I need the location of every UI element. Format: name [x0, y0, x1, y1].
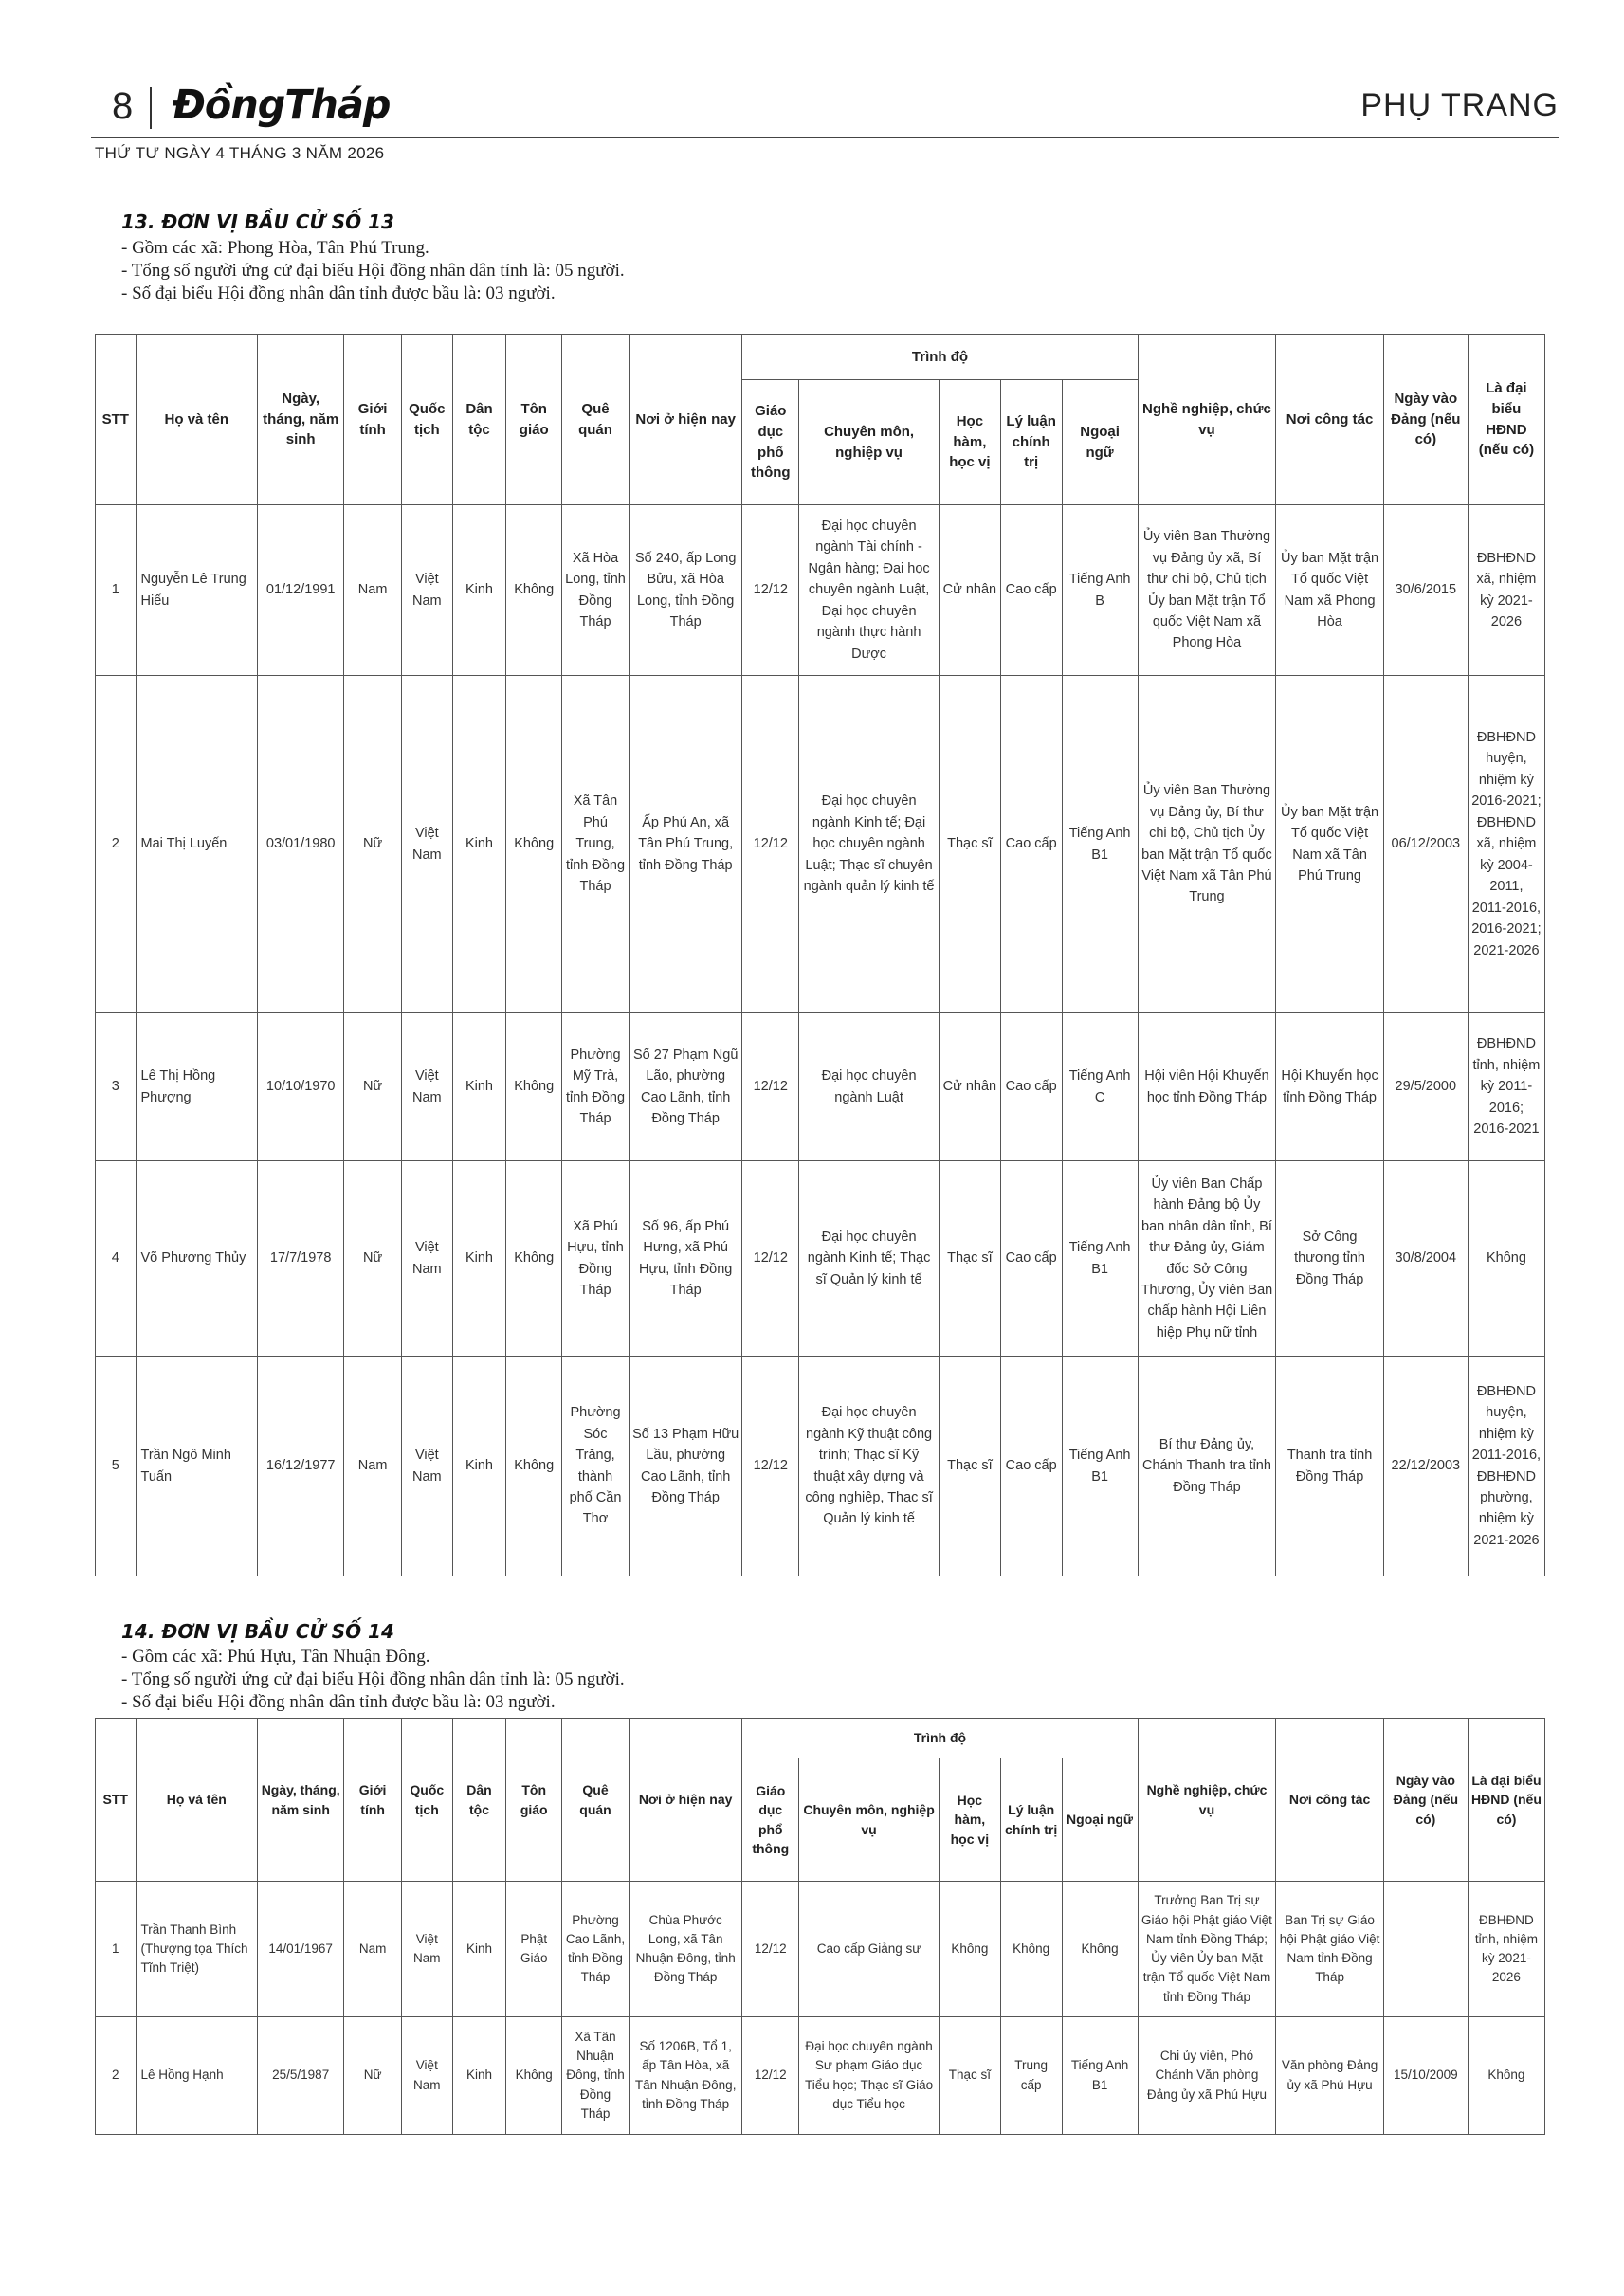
cell-workplace: Văn phòng Đảng ủy xã Phú Hựu: [1276, 2017, 1383, 2135]
cell-general-education: 12/12: [742, 676, 799, 1013]
cell-residence: Số 240, ấp Long Bửu, xã Hòa Long, tỉnh Đồng Tháp: [629, 505, 741, 676]
cell-residence: Số 1206B, Tổ 1, ấp Tân Hòa, xã Tân Nhuận Đông, tỉnh Đồng Tháp: [629, 2017, 741, 2135]
section-14-title: 14. ĐƠN VỊ BẦU CỬ SỐ 14: [121, 1620, 394, 1643]
cell-occupation: Ủy viên Ban Thường vụ Đảng ủy xã, Bí thư chi bộ, Chủ tịch Ủy ban Mặt trận Tổ quốc Việt Nam xã Phong Hòa: [1138, 505, 1276, 676]
section-13-title: 13. ĐƠN VỊ BẦU CỬ SỐ 13: [121, 210, 394, 233]
cell-gender: Nữ: [344, 1013, 402, 1161]
cell-academic: Cử nhân: [939, 505, 1000, 676]
cell-political: Trung cấp: [1000, 2017, 1062, 2135]
cell-name: Lê Thị Hồng Phượng: [136, 1013, 258, 1161]
table-row: [96, 1882, 1545, 2017]
cell-religion: Không: [506, 1013, 562, 1161]
col-nationality: Quốc tịch: [401, 1719, 452, 1882]
cell-political: Cao cấp: [1000, 505, 1062, 676]
cell-workplace: Ủy ban Mặt trận Tổ quốc Việt Nam xã Phong Hòa: [1276, 505, 1383, 676]
cell-general-education: 12/12: [742, 1013, 799, 1161]
cell-language: Tiếng Anh B: [1062, 505, 1138, 676]
cell-language: Tiếng Anh B1: [1062, 1357, 1138, 1576]
cell-general-education: 12/12: [742, 505, 799, 676]
cell-religion: Không: [506, 1357, 562, 1576]
cell-ethnicity: Kinh: [452, 1013, 506, 1161]
cell-delegate: Không: [1468, 2017, 1544, 2135]
cell-professional: Đại học chuyên ngành Kinh tế; Đại học chuyên ngành Luật; Thạc sĩ chuyên ngành quản lý kinh tế: [799, 676, 940, 1013]
cell-delegate: ĐBHĐND xã, nhiệm kỳ 2021-2026: [1468, 505, 1544, 676]
cell-residence: Ấp Phú An, xã Tân Phú Trung, tỉnh Đồng Tháp: [629, 676, 741, 1013]
cell-stt: 1: [96, 505, 137, 676]
cell-occupation: Bí thư Đảng ủy, Chánh Thanh tra tỉnh Đồng Tháp: [1138, 1357, 1276, 1576]
cell-hometown: Phường Sóc Trăng, thành phố Cần Thơ: [562, 1357, 630, 1576]
cell-ethnicity: Kinh: [452, 1882, 506, 2017]
col-professional: Chuyên môn, nghiệp vụ: [799, 380, 940, 505]
table-row: [96, 1357, 1545, 1576]
cell-stt: 5: [96, 1357, 137, 1576]
cell-hometown: Phường Mỹ Trà, tỉnh Đồng Tháp: [562, 1013, 630, 1161]
cell-residence: Số 96, ấp Phú Hưng, xã Phú Hựu, tỉnh Đồng Tháp: [629, 1161, 741, 1357]
cell-religion: Không: [506, 505, 562, 676]
header-rule: [91, 137, 1559, 138]
cell-academic: Thạc sĩ: [939, 2017, 1000, 2135]
col-gender: Giới tính: [344, 1719, 402, 1882]
cell-residence: Số 27 Phạm Ngũ Lão, phường Cao Lãnh, tỉnh Đồng Tháp: [629, 1013, 741, 1161]
cell-occupation: Hội viên Hội Khuyến học tỉnh Đồng Tháp: [1138, 1013, 1276, 1161]
cell-delegate: ĐBHĐND huyện, nhiệm kỳ 2011-2016, ĐBHĐND phường, nhiệm kỳ 2021-2026: [1468, 1357, 1544, 1576]
cell-nationality: Việt Nam: [401, 1882, 452, 2017]
cell-gender: Nam: [344, 505, 402, 676]
cell-occupation: Trưởng Ban Trị sự Giáo hội Phật giáo Việt Nam tỉnh Đồng Tháp; Ủy viên Ủy ban Mặt trận Tổ quốc Việt Nam tỉnh Đồng Tháp: [1138, 1882, 1276, 2017]
col-residence: Nơi ở hiện nay: [629, 1719, 741, 1882]
cell-general-education: 12/12: [742, 1357, 799, 1576]
cell-gender: Nữ: [344, 676, 402, 1013]
cell-professional: Đại học chuyên ngành Kỹ thuật công trình; Thạc sĩ Kỹ thuật xây dựng và công nghiệp, Thạc sĩ Quản lý kinh tế: [799, 1357, 940, 1576]
cell-dob: 10/10/1970: [258, 1013, 344, 1161]
col-stt: STT: [96, 335, 137, 505]
cell-stt: 1: [96, 1882, 137, 2017]
col-nationality: Quốc tịch: [401, 335, 452, 505]
cell-general-education: 12/12: [742, 2017, 799, 2135]
col-delegate: Là đại biểu HĐND (nếu có): [1468, 1719, 1544, 1882]
col-hometown: Quê quán: [562, 1719, 630, 1882]
candidate-table-13: [95, 334, 1545, 1576]
cell-delegate: ĐBHĐND tỉnh, nhiệm kỳ 2011-2016; 2016-2021: [1468, 1013, 1544, 1161]
col-party-date: Ngày vào Đảng (nếu có): [1383, 1719, 1468, 1882]
masthead: [91, 82, 1559, 133]
col-academic: Học hàm, học vị: [939, 380, 1000, 505]
cell-dob: 17/7/1978: [258, 1161, 344, 1357]
cell-party-date: [1383, 1882, 1468, 2017]
cell-language: Tiếng Anh B1: [1062, 2017, 1138, 2135]
col-gender: Giới tính: [344, 335, 402, 505]
col-occupation: Nghề nghiệp, chức vụ: [1138, 1719, 1276, 1882]
cell-nationality: Việt Nam: [401, 1357, 452, 1576]
cell-professional: Đại học chuyên ngành Kinh tế; Thạc sĩ Quản lý kinh tế: [799, 1161, 940, 1357]
cell-gender: Nữ: [344, 2017, 402, 2135]
section-14-line-3: - Số đại biểu Hội đồng nhân dân tỉnh được bầu là: 03 người.: [121, 1692, 556, 1712]
section-name: PHỤ TRANG: [1360, 87, 1559, 123]
cell-delegate: ĐBHĐND huyện, nhiệm kỳ 2016-2021; ĐBHĐND xã, nhiệm kỳ 2004-2011, 2011-2016, 2016-2021; 2021-2026: [1468, 676, 1544, 1013]
cell-name: Lê Hồng Hạnh: [136, 2017, 258, 2135]
cell-political: Cao cấp: [1000, 676, 1062, 1013]
table-row: [96, 1013, 1545, 1161]
cell-nationality: Việt Nam: [401, 1161, 452, 1357]
cell-gender: Nữ: [344, 1161, 402, 1357]
cell-general-education: 12/12: [742, 1882, 799, 2017]
cell-dob: 14/01/1967: [258, 1882, 344, 2017]
cell-language: Tiếng Anh B1: [1062, 1161, 1138, 1357]
section-13-line-1: - Gồm các xã: Phong Hòa, Tân Phú Trung.: [121, 238, 429, 258]
cell-dob: 03/01/1980: [258, 676, 344, 1013]
cell-professional: Đại học chuyên ngành Tài chính - Ngân hàng; Đại học chuyên ngành Luật, Đại học chuyên ngành thực hành Dược: [799, 505, 940, 676]
col-religion: Tôn giáo: [506, 335, 562, 505]
col-language: Ngoại ngữ: [1062, 380, 1138, 505]
cell-workplace: Hội Khuyến học tỉnh Đồng Tháp: [1276, 1013, 1383, 1161]
cell-workplace: Ủy ban Mặt trận Tổ quốc Việt Nam xã Tân Phú Trung: [1276, 676, 1383, 1013]
col-delegate: Là đại biểu HĐND (nếu có): [1468, 335, 1544, 505]
cell-stt: 2: [96, 2017, 137, 2135]
cell-political: Cao cấp: [1000, 1013, 1062, 1161]
cell-occupation: Ủy viên Ban Chấp hành Đảng bộ Ủy ban nhân dân tỉnh, Bí thư Đảng ủy, Giám đốc Sở Công Thương, Ủy viên Ban chấp hành Hội Liên hiệp Phụ nữ tỉnh: [1138, 1161, 1276, 1357]
cell-professional: Cao cấp Giảng sư: [799, 1882, 940, 2017]
cell-hometown: Xã Tân Phú Trung, tỉnh Đồng Tháp: [562, 676, 630, 1013]
cell-party-date: 30/8/2004: [1383, 1161, 1468, 1357]
cell-workplace: Sở Công thương tỉnh Đồng Tháp: [1276, 1161, 1383, 1357]
col-general-education: Giáo dục phổ thông: [742, 1758, 799, 1882]
cell-language: Tiếng Anh B1: [1062, 676, 1138, 1013]
cell-political: Không: [1000, 1882, 1062, 2017]
col-dob: Ngày, tháng, năm sinh: [258, 335, 344, 505]
col-professional: Chuyên môn, nghiệp vụ: [799, 1758, 940, 1882]
cell-religion: Không: [506, 676, 562, 1013]
cell-nationality: Việt Nam: [401, 505, 452, 676]
cell-party-date: 15/10/2009: [1383, 2017, 1468, 2135]
cell-hometown: Xã Phú Hựu, tỉnh Đồng Tháp: [562, 1161, 630, 1357]
cell-general-education: 12/12: [742, 1161, 799, 1357]
cell-stt: 4: [96, 1161, 137, 1357]
col-dob: Ngày, tháng, năm sinh: [258, 1719, 344, 1882]
cell-residence: Chùa Phước Long, xã Tân Nhuận Đông, tỉnh Đồng Tháp: [629, 1882, 741, 2017]
col-language: Ngoại ngữ: [1062, 1758, 1138, 1882]
col-academic: Học hàm, học vị: [939, 1758, 1000, 1882]
page-number-divider: [150, 87, 152, 129]
col-occupation: Nghề nghiệp, chức vụ: [1138, 335, 1276, 505]
cell-ethnicity: Kinh: [452, 2017, 506, 2135]
cell-dob: 01/12/1991: [258, 505, 344, 676]
col-political: Lý luận chính trị: [1000, 1758, 1062, 1882]
cell-party-date: 06/12/2003: [1383, 676, 1468, 1013]
cell-occupation: Ủy viên Ban Thường vụ Đảng ủy, Bí thư chi bộ, Chủ tịch Ủy ban Mặt trận Tổ quốc Việt Nam xã Tân Phú Trung: [1138, 676, 1276, 1013]
col-political: Lý luận chính trị: [1000, 380, 1062, 505]
table-row: [96, 676, 1545, 1013]
col-general-education: Giáo dục phổ thông: [742, 380, 799, 505]
section-13-line-2: - Tổng số người ứng cử đại biểu Hội đồng nhân dân tỉnh là: 05 người.: [121, 261, 625, 281]
cell-party-date: 30/6/2015: [1383, 505, 1468, 676]
col-ethnicity: Dân tộc: [452, 1719, 506, 1882]
cell-political: Cao cấp: [1000, 1161, 1062, 1357]
col-name: Họ và tên: [136, 1719, 258, 1882]
section-13-line-3: - Số đại biểu Hội đồng nhân dân tỉnh được bầu là: 03 người.: [121, 283, 556, 303]
col-hometown: Quê quán: [562, 335, 630, 505]
cell-religion: Không: [506, 2017, 562, 2135]
cell-name: Mai Thị Luyến: [136, 676, 258, 1013]
cell-hometown: Xã Hòa Long, tỉnh Đồng Tháp: [562, 505, 630, 676]
cell-language: Không: [1062, 1882, 1138, 2017]
cell-political: Cao cấp: [1000, 1357, 1062, 1576]
col-stt: STT: [96, 1719, 137, 1882]
issue-date: THỨ TƯ NGÀY 4 THÁNG 3 NĂM 2026: [95, 144, 385, 162]
cell-occupation: Chi ủy viên, Phó Chánh Văn phòng Đảng ủy xã Phú Hựu: [1138, 2017, 1276, 2135]
cell-dob: 16/12/1977: [258, 1357, 344, 1576]
col-religion: Tôn giáo: [506, 1719, 562, 1882]
cell-gender: Nam: [344, 1882, 402, 2017]
cell-name: Võ Phương Thủy: [136, 1161, 258, 1357]
cell-hometown: Xã Tân Nhuận Đông, tỉnh Đồng Tháp: [562, 2017, 630, 2135]
cell-workplace: Ban Trị sự Giáo hội Phật giáo Việt Nam tỉnh Đồng Tháp: [1276, 1882, 1383, 2017]
cell-name: Trần Ngô Minh Tuấn: [136, 1357, 258, 1576]
col-ethnicity: Dân tộc: [452, 335, 506, 505]
col-education-group: Trình độ: [742, 335, 1138, 380]
cell-workplace: Thanh tra tỉnh Đồng Tháp: [1276, 1357, 1383, 1576]
cell-ethnicity: Kinh: [452, 676, 506, 1013]
cell-name: Nguyễn Lê Trung Hiếu: [136, 505, 258, 676]
col-party-date: Ngày vào Đảng (nếu có): [1383, 335, 1468, 505]
cell-nationality: Việt Nam: [401, 676, 452, 1013]
cell-party-date: 29/5/2000: [1383, 1013, 1468, 1161]
section-14-line-1: - Gồm các xã: Phú Hựu, Tân Nhuận Đông.: [121, 1647, 430, 1667]
cell-professional: Đại học chuyên ngành Sư phạm Giáo dục Tiểu học; Thạc sĩ Giáo dục Tiểu học: [799, 2017, 940, 2135]
col-workplace: Nơi công tác: [1276, 335, 1383, 505]
cell-stt: 2: [96, 676, 137, 1013]
cell-professional: Đại học chuyên ngành Luật: [799, 1013, 940, 1161]
cell-academic: Cử nhân: [939, 1013, 1000, 1161]
cell-ethnicity: Kinh: [452, 1357, 506, 1576]
cell-academic: Không: [939, 1882, 1000, 2017]
cell-residence: Số 13 Phạm Hữu Lầu, phường Cao Lãnh, tỉnh Đồng Tháp: [629, 1357, 741, 1576]
page-number: 8: [112, 85, 134, 127]
section-14-line-2: - Tổng số người ứng cử đại biểu Hội đồng nhân dân tỉnh là: 05 người.: [121, 1669, 625, 1689]
candidate-table-14: [95, 1718, 1545, 2135]
cell-gender: Nam: [344, 1357, 402, 1576]
cell-ethnicity: Kinh: [452, 1161, 506, 1357]
table-row: [96, 505, 1545, 676]
col-name: Họ và tên: [136, 335, 258, 505]
cell-delegate: Không: [1468, 1161, 1544, 1357]
newspaper-logo: ĐồngTháp: [173, 82, 391, 129]
cell-language: Tiếng Anh C: [1062, 1013, 1138, 1161]
cell-stt: 3: [96, 1013, 137, 1161]
cell-ethnicity: Kinh: [452, 505, 506, 676]
cell-academic: Thạc sĩ: [939, 1161, 1000, 1357]
table-row: [96, 1161, 1545, 1357]
col-workplace: Nơi công tác: [1276, 1719, 1383, 1882]
cell-delegate: ĐBHĐND tỉnh, nhiệm kỳ 2021-2026: [1468, 1882, 1544, 2017]
cell-hometown: Phường Cao Lãnh, tỉnh Đồng Tháp: [562, 1882, 630, 2017]
cell-dob: 25/5/1987: [258, 2017, 344, 2135]
table-row: [96, 2017, 1545, 2135]
cell-nationality: Việt Nam: [401, 2017, 452, 2135]
cell-nationality: Việt Nam: [401, 1013, 452, 1161]
col-education-group: Trình độ: [742, 1719, 1138, 1758]
cell-party-date: 22/12/2003: [1383, 1357, 1468, 1576]
cell-academic: Thạc sĩ: [939, 676, 1000, 1013]
cell-academic: Thạc sĩ: [939, 1357, 1000, 1576]
col-residence: Nơi ở hiện nay: [629, 335, 741, 505]
cell-religion: Không: [506, 1161, 562, 1357]
cell-name: Trần Thanh Bình (Thượng tọa Thích Tĩnh Triệt): [136, 1882, 258, 2017]
cell-religion: Phật Giáo: [506, 1882, 562, 2017]
